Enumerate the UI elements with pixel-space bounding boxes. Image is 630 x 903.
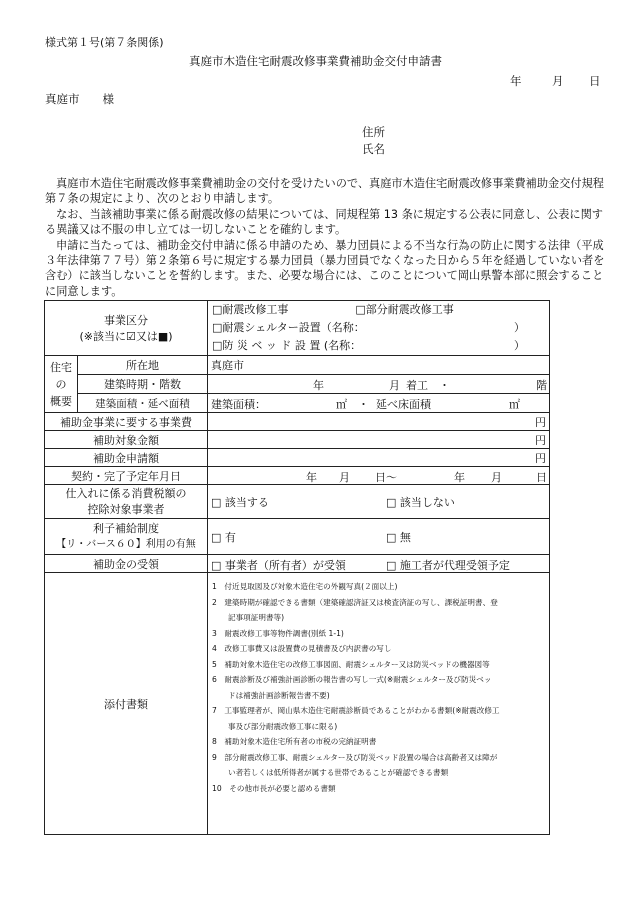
row-project-cost: [45, 413, 550, 431]
attachment-item: 4 改修工事費又は設置費の見積書及び内訳書の写し: [212, 644, 392, 653]
paragraph-pledge: 申請に当たっては、補助金交付申請に係る申請のため、暴力団員による不当な行為の防止に関する法律（平成３年法律第７７号）第２条第６号に規定する暴力団員（暴力団員でなくなった日から５年を経過していない者を含む）に該当しないことを誓約します。また、必要な場合には、このことについて岡山県警本部に照会することに同意します。: [45, 238, 605, 298]
attachment-item: 5 補助対象木造住宅の改修工事図面、耐震シェルター又は防災ベッドの機器図等: [212, 659, 490, 669]
document-title: 真庭市木造住宅耐震改修事業費補助金交付申請書: [189, 54, 442, 68]
row-construction: [45, 375, 550, 394]
row-tax: [45, 485, 550, 519]
location-value[interactable]: 真庭市: [208, 356, 550, 375]
receipt-options: [208, 555, 550, 573]
date-year-label: 年: [510, 74, 522, 88]
checkbox-interest-yes[interactable]: □ 有: [211, 531, 236, 544]
body-text: [45, 176, 605, 299]
schedule-value[interactable]: 年 月 日～ 年 月 日: [208, 467, 550, 485]
checkbox-shelter[interactable]: □耐震シェルター設置（名称：: [212, 321, 365, 334]
interest-options: [208, 519, 550, 555]
address-label: 住所: [362, 125, 385, 139]
project-cost-value[interactable]: 円: [208, 413, 550, 431]
eligible-amount-value[interactable]: 円: [208, 431, 550, 449]
house-summary-label: 住宅 の 概要: [45, 356, 78, 413]
name-label: 氏名: [362, 142, 385, 156]
attachment-item: 2 建築時期が確認できる書類（建築確認済証又は検査済証の写し、課税証明書、登: [212, 597, 498, 607]
row-area: [45, 394, 550, 413]
attachment-item: 3 耐震改修工事等物件調書(別紙 1-1): [212, 628, 344, 638]
project-type-header: [45, 301, 208, 356]
attachment-item: 8 補助対象木造住宅所有者の市税の完納証明書: [212, 737, 377, 746]
checkbox-receipt-proxy[interactable]: □ 施工者が代理受領予定: [386, 559, 510, 572]
location-label: 所在地: [78, 356, 208, 375]
row-interest: [45, 519, 550, 555]
attachment-item: 7 工事監理者が、岡山県木造住宅耐震診断員であることがわかる書類(※耐震改修工: [212, 706, 500, 715]
checkbox-partial-retrofit[interactable]: □部分耐震改修工事: [355, 303, 454, 316]
attachment-item: 記事項証明書等): [228, 613, 285, 622]
project-type-options: [208, 301, 550, 356]
attachments-list: [208, 573, 550, 835]
row-location: [45, 356, 550, 375]
row-attachments: [45, 573, 550, 835]
paragraph-application: 真庭市木造住宅耐震改修事業費補助金の交付を受けたいので、真庭市木造住宅耐震改修事業費補助金交付規程第７条の規定により、次のとおり申請します。: [45, 177, 604, 206]
checkbox-tax-applicable[interactable]: □ 該当する: [211, 496, 269, 509]
checkbox-receipt-owner[interactable]: □ 事業者（所有者）が受領: [211, 559, 346, 572]
schedule-label: 契約・完了予定年月日: [45, 467, 208, 485]
application-table: [44, 300, 550, 835]
project-type-label: 事業区分: [104, 314, 148, 327]
request-amount-value[interactable]: 円: [208, 449, 550, 467]
checkbox-tax-not-applicable[interactable]: □ 該当しない: [386, 496, 455, 509]
eligible-amount-label: 補助対象金額: [45, 431, 208, 449]
paragraph-consent: なお、当該補助事業に係る耐震改修の結果については、同規程第 13 条に規定する公表に同意し、公表に関する異議又は不服の申し立ては一切しないことを確約します。: [45, 207, 603, 237]
attachment-item: 1 付近見取図及び対象木造住宅の外観写真(２面以上): [212, 582, 398, 591]
attachment-item: ドは補強計画診断報告書不要): [228, 690, 330, 700]
project-cost-label: 補助金事業に要する事業費: [45, 413, 208, 431]
row-request-amount: [45, 449, 550, 467]
row-receipt: [45, 555, 550, 573]
date-month-label: 月: [552, 74, 564, 88]
form-number: 様式第１号(第７条関係): [45, 36, 164, 49]
tax-label: 仕入れに係る消費税額の 控除対象事業者: [45, 485, 208, 519]
row-project-type: [45, 301, 550, 356]
request-amount-label: 補助金申請額: [45, 449, 208, 467]
attachment-item: 10 その他市長が必要と認める書類: [212, 783, 336, 793]
bed-paren: ）: [514, 339, 525, 352]
date-day-label: 日: [589, 74, 601, 88]
checkbox-seismic-retrofit[interactable]: □耐震改修工事: [212, 303, 289, 316]
project-type-note: (※該当に☑又は■): [79, 330, 173, 343]
row-eligible-amount: [45, 431, 550, 449]
attachments-label: 添付書類: [45, 573, 208, 835]
checkbox-interest-no[interactable]: □ 無: [386, 531, 411, 544]
attachment-item: い者若しくは低所得者が属する世帯であることが確認できる書類: [228, 768, 449, 777]
checkbox-disaster-bed[interactable]: □防 災 ベ ッ ド 設 置 (名称：: [212, 339, 362, 352]
attachment-item: 6 耐震診断及び補強計画診断の報告書の写し一式(※耐震シェルター及び防災ベッ: [212, 675, 492, 684]
construction-value[interactable]: 年 月 着工 ・ 階: [208, 375, 550, 394]
attachment-item: 9 部分耐震改修工事、耐震シェルター及び防災ベッド設置の場合は高齢者又は障が: [212, 752, 498, 762]
construction-label: 建築時期・階数: [78, 375, 208, 394]
tax-options: [208, 485, 550, 519]
addressee: 真庭市 様: [45, 92, 114, 106]
area-label: 建築面積・延べ面積: [78, 394, 208, 413]
shelter-paren: ）: [514, 321, 525, 334]
interest-label: 利子補給制度 【リ・バース６０】利用の有無: [45, 519, 208, 555]
receipt-label: 補助金の受領: [45, 555, 208, 573]
area-value[interactable]: 建築面積： ㎡ ・ 延べ床面積 ㎡: [208, 394, 550, 413]
attachment-item: 事及び部分耐震改修工事に限る): [228, 721, 338, 731]
row-schedule: [45, 467, 550, 485]
